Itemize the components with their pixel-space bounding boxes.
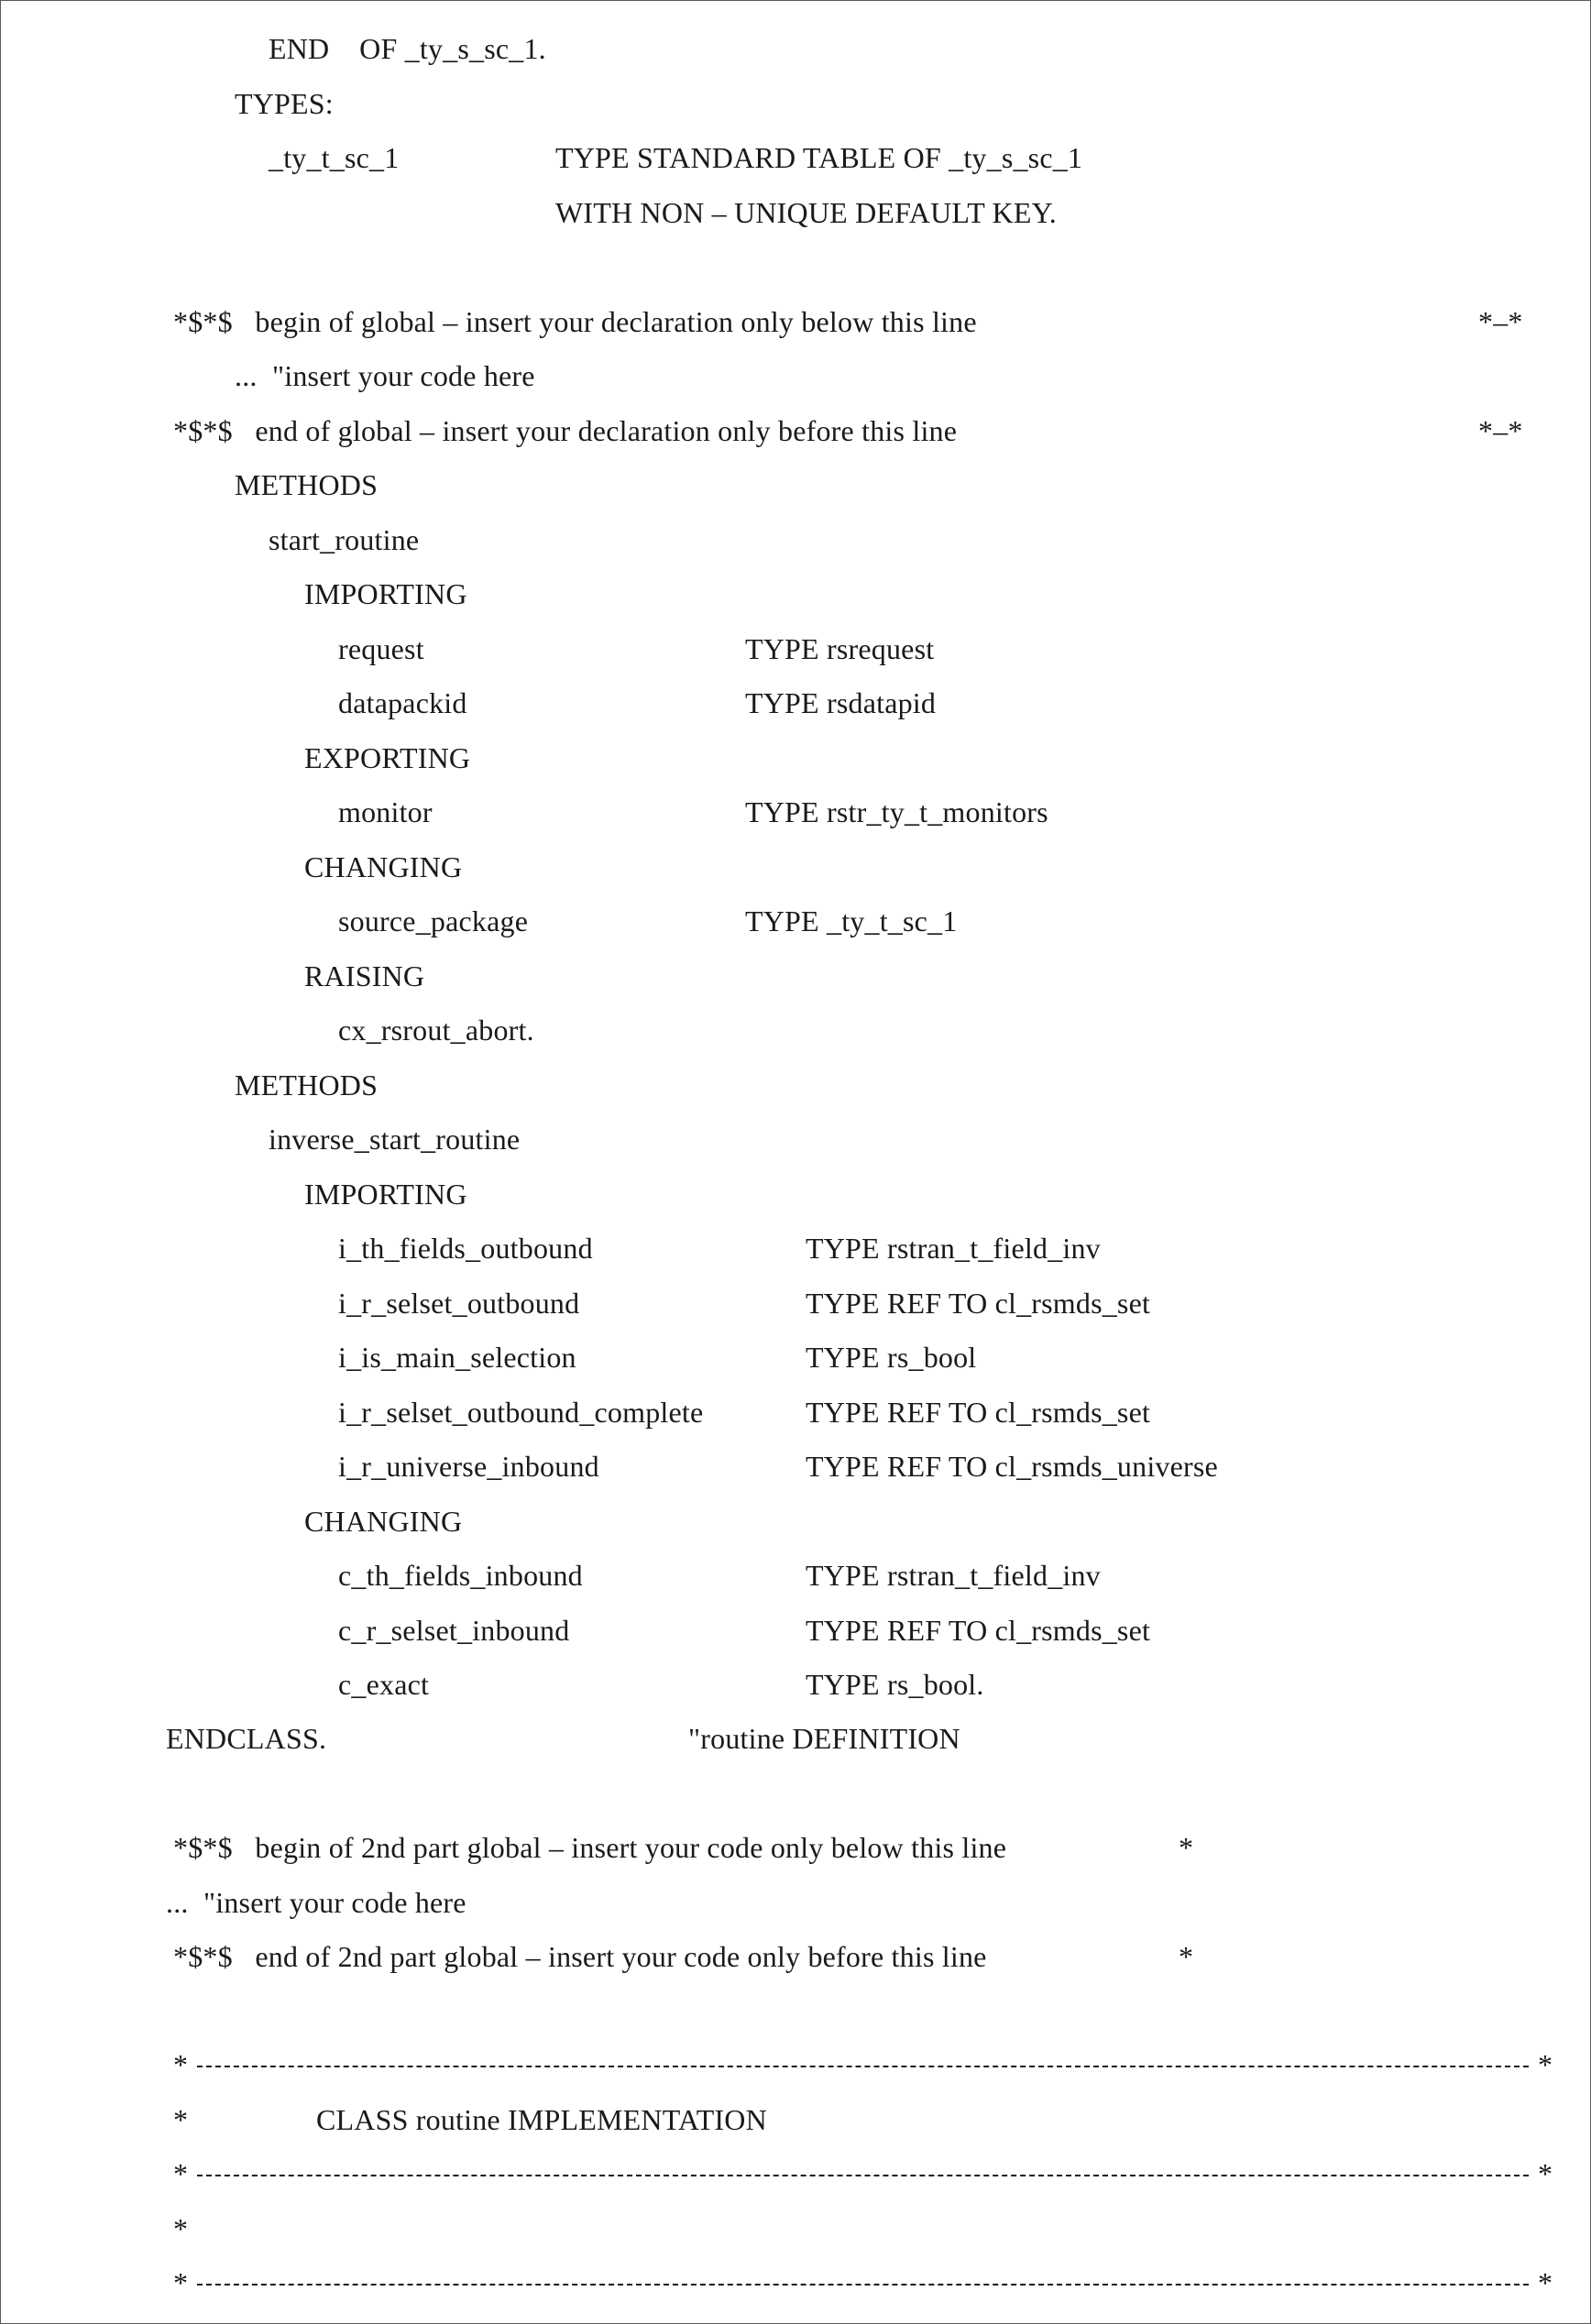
code-line: request: [338, 632, 424, 665]
rule-star-left: *: [173, 2048, 188, 2081]
code-line: TYPE rsrequest: [745, 632, 935, 665]
code-line: c_th_fields_inbound: [338, 1559, 583, 1592]
rule-dashes: [197, 2175, 1529, 2176]
code-line: TYPE rs_bool.: [806, 1668, 984, 1701]
code-line: source_package: [338, 904, 529, 937]
comment-line: *$*$ begin of global – insert your declaration only below this line: [173, 305, 977, 338]
code-line: TYPE rsdatapid: [745, 686, 937, 719]
comment-rule: [173, 2041, 1553, 2088]
code-line: i_r_selset_outbound_complete: [338, 1396, 704, 1429]
code-line: METHODS: [235, 1069, 379, 1102]
comment-line: *$*$ end of 2nd part global – insert your code only before this line: [173, 1940, 987, 1973]
code-line: TYPE REF TO cl_rsmds_set: [806, 1287, 1151, 1320]
code-line: TYPE _ty_t_sc_1: [745, 904, 958, 937]
rule-dashes: [197, 2066, 1529, 2067]
code-line: IMPORTING: [304, 1178, 467, 1211]
code-line: ... "insert your code here: [166, 1886, 466, 1919]
code-line: CHANGING: [304, 850, 463, 883]
code-line: _ty_t_sc_1: [269, 141, 400, 174]
code-line: ENDCLASS.: [166, 1722, 327, 1755]
code-line: METHODS: [235, 468, 379, 501]
code-line: TYPE REF TO cl_rsmds_set: [806, 1614, 1151, 1647]
code-line: monitor: [338, 795, 433, 828]
code-line: RAISING: [304, 959, 425, 992]
comment-line: *: [173, 2103, 189, 2136]
code-line: i_r_selset_outbound: [338, 1287, 580, 1320]
code-line: TYPE REF TO cl_rsmds_set: [806, 1396, 1151, 1429]
code-line: END OF _ty_s_sc_1.: [269, 32, 546, 65]
code-line: i_th_fields_outbound: [338, 1232, 593, 1265]
code-line: TYPE rs_bool: [806, 1341, 977, 1374]
rule-star-right: *: [1538, 2157, 1553, 2190]
comment-rule: [173, 2150, 1553, 2198]
rule-star-left: *: [173, 2266, 188, 2299]
code-line: TYPE rstran_t_field_inv: [806, 1232, 1101, 1265]
comment-line: *$*$ begin of 2nd part global – insert your code only below this line: [173, 1831, 1007, 1864]
code-line: c_exact: [338, 1668, 430, 1701]
code-line: TYPE rstran_t_field_inv: [806, 1559, 1101, 1592]
code-line: "routine DEFINITION: [688, 1722, 960, 1755]
code-line: EXPORTING: [304, 741, 471, 774]
code-line: TYPE rstr_ty_t_monitors: [745, 795, 1048, 828]
comment-line: *: [173, 2212, 189, 2245]
comment-line-end: *: [1179, 1940, 1194, 1973]
rule-star-right: *: [1538, 2266, 1553, 2299]
code-line: WITH NON – UNIQUE DEFAULT KEY.: [555, 196, 1057, 229]
code-line: ... "insert your code here: [235, 359, 535, 392]
code-line: inverse_start_routine: [269, 1123, 521, 1156]
code-line: i_is_main_selection: [338, 1341, 576, 1374]
comment-line-end: *–*: [1478, 414, 1523, 447]
comment-line-end: *: [1179, 1831, 1194, 1864]
rule-star-left: *: [173, 2157, 188, 2190]
comment-line-end: *–*: [1478, 305, 1523, 338]
code-line: TYPE STANDARD TABLE OF _ty_s_sc_1: [555, 141, 1083, 174]
code-line: TYPE REF TO cl_rsmds_universe: [806, 1450, 1218, 1483]
code-line: IMPORTING: [304, 577, 467, 610]
code-line: CHANGING: [304, 1505, 463, 1538]
comment-rule: [173, 2259, 1553, 2307]
code-line: TYPES:: [235, 87, 334, 120]
code-line: c_r_selset_inbound: [338, 1614, 570, 1647]
code-line: i_r_universe_inbound: [338, 1450, 599, 1483]
section-heading: CLASS routine IMPLEMENTATION: [316, 2103, 767, 2136]
code-line: datapackid: [338, 686, 467, 719]
rule-dashes: [197, 2284, 1529, 2286]
comment-line: *$*$ end of global – insert your declaration only before this line: [173, 414, 958, 447]
code-line: start_routine: [269, 523, 420, 556]
code-line: cx_rsrout_abort.: [338, 1014, 534, 1047]
rule-star-right: *: [1538, 2048, 1553, 2081]
